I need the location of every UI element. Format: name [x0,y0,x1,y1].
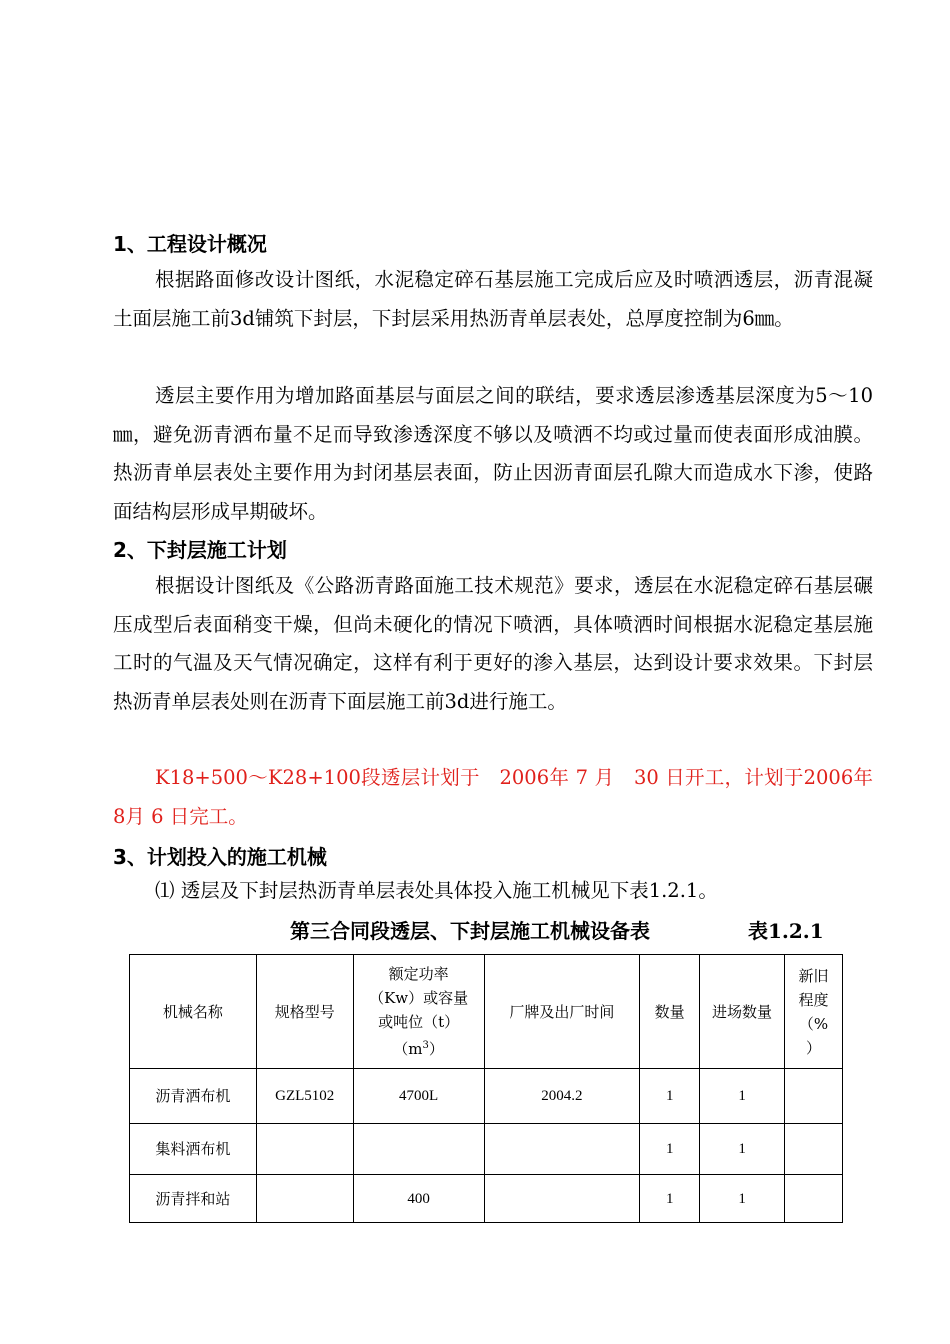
cell-maker-date: 2004.2 [484,1069,640,1124]
header-capacity-line-1: 额定功率 [388,965,449,983]
cell-machine-name: 沥青拌和站 [130,1175,257,1223]
header-condition-line-4: ） [805,1038,821,1057]
cell-onsite-quantity: 1 [700,1175,785,1223]
cell-model: GZL5102 [256,1069,353,1124]
cell-condition [784,1069,842,1124]
cell-model [256,1124,353,1175]
cell-model [256,1175,353,1223]
table-header-row [130,955,843,1069]
header-condition-line-3: （% [798,1014,829,1033]
header-onsite-quantity: 进场数量 [700,955,785,1069]
table-number: 表1.2.1 [748,919,824,943]
equipment-table [129,954,843,1223]
paragraph-prime-coat-purpose: 透层主要作用为增加路面基层与面层之间的联结，要求透层渗透基层深度为5～10㎜，避免沥青洒布量不足而导致渗透深度不够以及喷洒不均或过量而使表面形成油膜。热沥青单层表处主要作用为封闭基层表面，防止因沥青面层孔隙大而造成水下渗，使路面结构层形成早期破坏。 [113,384,873,523]
table-row [130,1175,843,1223]
table-caption: 第三合同段透层、下封层施工机械设备表 [290,919,650,943]
cell-capacity [353,1124,484,1175]
cell-capacity: 4700L [353,1069,484,1124]
header-capacity [353,955,484,1069]
paragraph-seal-layer-plan: 根据设计图纸及《公路沥青路面施工技术规范》要求，透层在水泥稳定碎石基层碾压成型后表面稍变干燥，但尚未硬化的情况下喷洒，具体喷洒时间根据水泥稳定基层施工时的气温及天气情况确定，这样有利于更好的渗入基层，达到设计要求效果。下封层热沥青单层表处则在沥青下面层施工前3d进行施工。 [113,574,873,713]
header-condition [784,955,842,1069]
cell-capacity: 400 [353,1175,484,1223]
section-heading-1: 1、工程设计概况 [113,232,267,256]
cell-maker-date [484,1175,640,1223]
cell-maker-date [484,1124,640,1175]
table-row [130,1124,843,1175]
cell-quantity: 1 [640,1069,700,1124]
header-machine-name: 机械名称 [130,955,257,1069]
cell-machine-name: 集料洒布机 [130,1124,257,1175]
paragraph-machinery-intro: ⑴ 透层及下封层热沥青单层表处具体投入施工机械见下表1.2.1。 [155,879,718,902]
section-heading-2: 2、下封层施工计划 [113,538,287,562]
header-capacity-line-4: $(m^3)$ [393,1040,444,1058]
cell-quantity: 1 [640,1175,700,1223]
section-heading-3: 3、计划投入的施工机械 [113,845,327,869]
cell-condition [784,1124,842,1175]
header-quantity: 数量 [640,955,700,1069]
paragraph-schedule: K18+500～K28+100段透层计划于 2006年 7 月 30 日开工，计划于2006年8月 6 日完工。 [113,766,873,828]
table-row [130,1069,843,1124]
header-condition-line-1: 新旧 [798,966,829,985]
header-model: 规格型号 [256,955,353,1069]
header-maker-date: 厂牌及出厂时间 [484,955,640,1069]
header-capacity-line-3: 或吨位（t） [378,1013,460,1031]
header-capacity-line-2: （Kw）或容量 [369,989,469,1007]
cell-machine-name: 沥青洒布机 [130,1069,257,1124]
paragraph-design-overview: 根据路面修改设计图纸，水泥稳定碎石基层施工完成后应及时喷洒透层，沥青混凝土面层施工前3d铺筑下封层，下封层采用热沥青单层表处，总厚度控制为6㎜。 [113,268,873,330]
cell-onsite-quantity: 1 [700,1069,785,1124]
header-condition-line-2: 程度 [798,990,829,1009]
cell-condition [784,1175,842,1223]
cell-onsite-quantity: 1 [700,1124,785,1175]
cell-quantity: 1 [640,1124,700,1175]
